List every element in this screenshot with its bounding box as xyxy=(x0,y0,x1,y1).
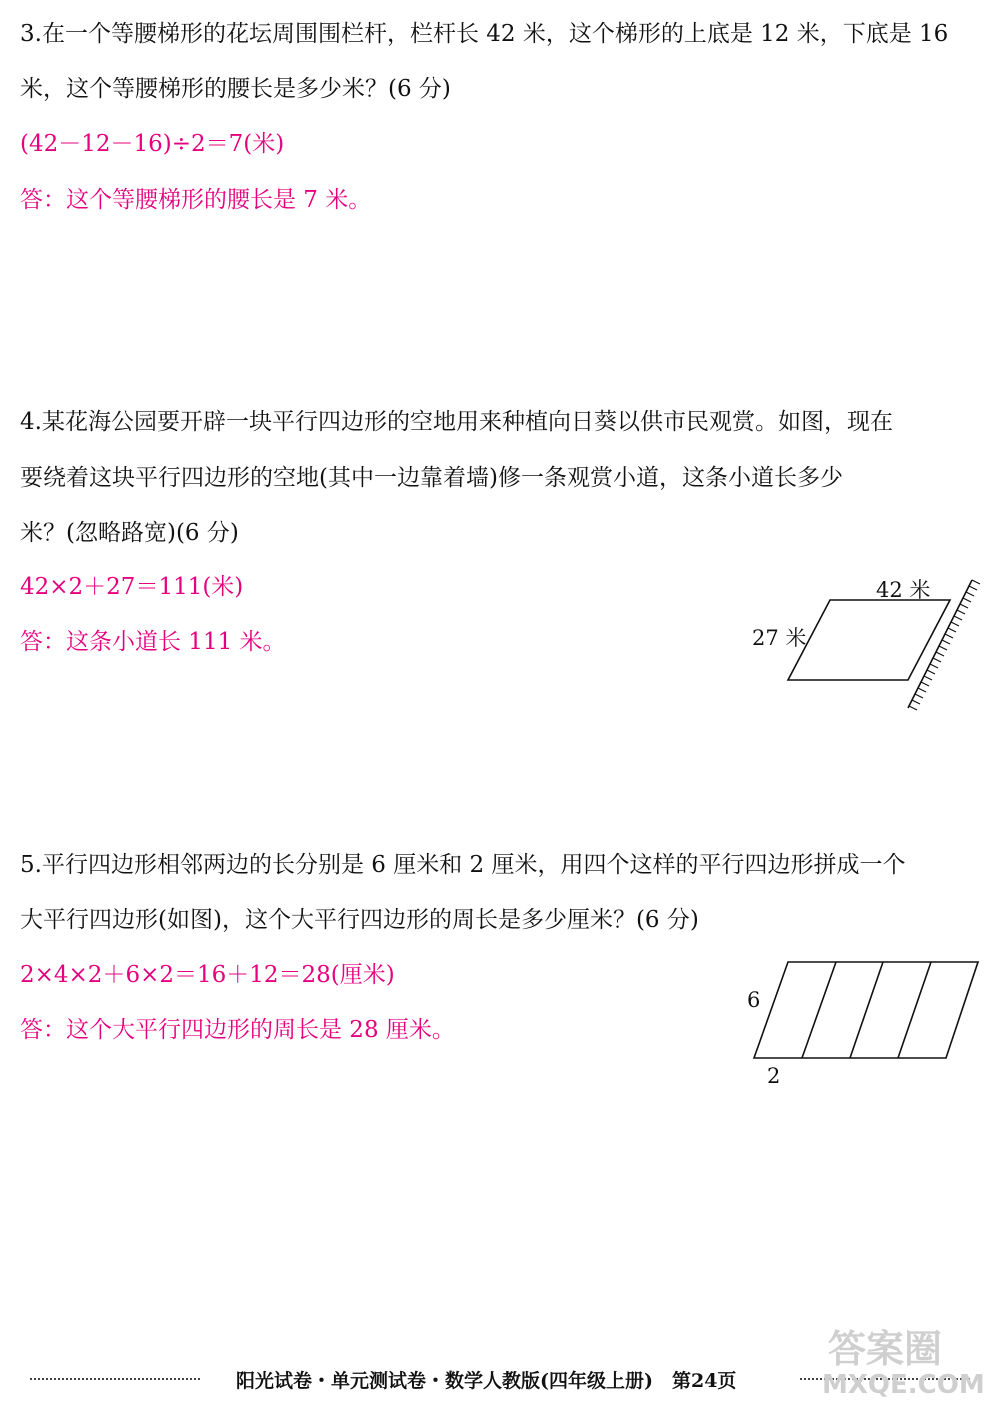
watermark-top-text: 答案圈 xyxy=(828,1327,943,1371)
q4-text-line3: 米？(忽略路宽)(6 分) xyxy=(20,520,239,546)
footer-dotted-rule-left xyxy=(30,1378,200,1380)
watermark-logo xyxy=(820,1318,985,1408)
q5-divider-1 xyxy=(802,962,836,1058)
q4-figure-left-label: 27 米 xyxy=(752,626,807,650)
q5-divider-3 xyxy=(898,962,931,1058)
q3-calculation: (42－12－16)÷2＝7(米) xyxy=(20,131,285,157)
q5-figure-bottom-label: 2 xyxy=(767,1064,781,1088)
q4-text-line1: 4.某花海公园要开辟一块平行四边形的空地用来种植向日葵以供市民观赏。如图，现在 xyxy=(20,409,893,435)
q4-figure-top-label: 42 米 xyxy=(876,578,931,602)
q3-text-line2: 米，这个等腰梯形的腰长是多少米？(6 分) xyxy=(20,76,451,102)
q4-parallelogram-shape xyxy=(788,600,950,680)
q3-text-line1: 3.在一个等腰梯形的花坛周围围栏杆，栏杆长 42 米，这个梯形的上底是 12 米，下底是 16 xyxy=(20,21,949,47)
q5-calculation: 2×4×2＋6×2＝16＋12＝28(厘米) xyxy=(20,962,395,988)
q3-answer: 答：这个等腰梯形的腰长是 7 米。 xyxy=(20,187,372,213)
q4-parallelogram-figure xyxy=(740,570,990,720)
q5-figure-side-label: 6 xyxy=(747,988,761,1012)
q5-parallelogram-figure xyxy=(740,950,990,1095)
q4-calculation: 42×2＋27＝111(米) xyxy=(20,574,244,600)
q5-answer: 答：这个大平行四边形的周长是 28 厘米。 xyxy=(20,1017,455,1043)
q5-text-line1: 5.平行四边形相邻两边的长分别是 6 厘米和 2 厘米，用四个这样的平行四边形拼成一个 xyxy=(20,852,906,878)
q4-answer: 答：这条小道长 111 米。 xyxy=(20,629,286,655)
q4-text-line2: 要绕着这块平行四边形的空地(其中一边靠着墙)修一条观赏小道，这条小道长多少 xyxy=(20,465,843,491)
q5-divider-2 xyxy=(850,962,883,1058)
q5-text-line2: 大平行四边形(如图)，这个大平行四边形的周长是多少厘米？(6 分) xyxy=(20,907,699,933)
watermark-bottom-text: MXQE.COM xyxy=(822,1370,985,1400)
footer-text: 阳光试卷・单元测试卷・数学人教版(四年级上册) 第24页 xyxy=(236,1370,737,1392)
